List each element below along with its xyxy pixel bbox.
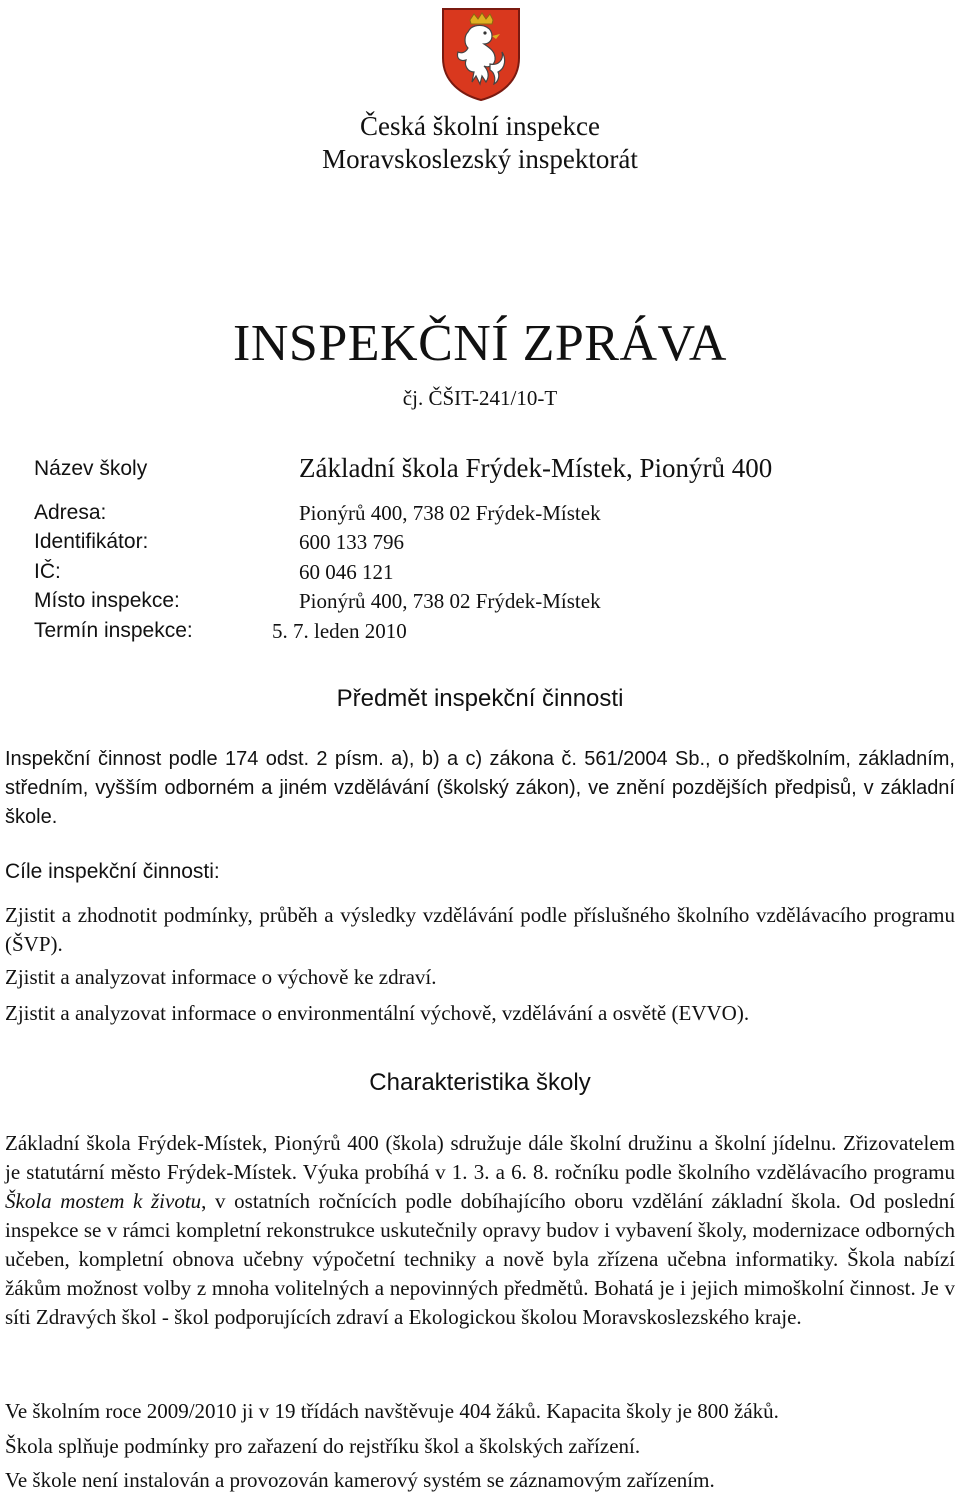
goals-heading: Cíle inspekční činnosti: [5, 860, 220, 883]
info-label: Identifikátor: [34, 530, 149, 554]
info-label: Místo inspekce: [34, 589, 180, 613]
program-name: Škola mostem k životu [5, 1189, 202, 1213]
info-row-address [34, 499, 934, 528]
school-name-value: Základní škola Frýdek-Místek, Pionýrů 400 [299, 453, 773, 483]
characteristics-text: Základní škola Frýdek-Místek, Pionýrů 400 (škola) sdružuje dále školní družinu a školní jídelnu. Zřizovatelem je statutární město Frýdek-Místek. Výuka probíhá v 1. 3. a 6. 8. ročníku podle školního vzdělávacího programu [5, 1131, 955, 1184]
coat-of-arms-icon [440, 6, 522, 102]
reference-number: čj. ČŠIT-241/10-T [402, 386, 558, 410]
subject-text: Inspekční činnost podle 174 odst. 2 písm. a), b) a c) zákona č. 561/2004 Sb., o předškolním, základním, středním, vyšším odborném a jiném vzdělávání (školský zákon), ve znění pozdějších předpisů, v základní škole. [5, 748, 955, 828]
goal-item: Zjistit a analyzovat informace o výchově ke zdraví. [5, 965, 437, 989]
info-label: Termín inspekce: [34, 618, 193, 642]
info-value: 5. 7. leden 2010 [272, 618, 407, 643]
camera-paragraph: Ve škole není instalován a provozován kamerový systém se záznamovým zařízením. [5, 1468, 715, 1492]
info-value: Pionýrů 400, 738 02 Frýdek-Místek [299, 589, 601, 614]
school-name-row [34, 452, 934, 488]
school-info-table [34, 499, 934, 646]
characteristics-paragraph [5, 1129, 955, 1332]
info-row-inspection-place [34, 587, 934, 616]
document-title: INSPEKČNÍ ZPRÁVA [233, 315, 727, 372]
characteristics-heading: Charakteristika školy [369, 1069, 591, 1096]
subject-heading: Předmět inspekční činnosti [336, 685, 624, 712]
info-value: 60 046 121 [299, 559, 394, 584]
characteristics-text: , v ostatních ročnících podle dobíhajícího oboru vzdělání základní škola. Od poslední inspekce se v rámci kompletní rekonstrukce uskutečnily opravy budov i vybavení školy, modernizace odborných učeben, kompletní obnova učebny výpočetní techniky a nově byla zřízena učebna informatiky. Škola nabízí žákům možnost volby z mnoha volitelných a nepovinných předmětů. Bohatá je i jejich mimoškolní činnost. Je v síti Zdravých škol - škol podporujících zdraví a Ekologickou školou Moravskoslezského kraje. [5, 1189, 955, 1329]
info-value: Pionýrů 400, 738 02 Frýdek-Místek [299, 501, 601, 525]
info-row-ico [34, 558, 934, 587]
info-label: Adresa: [34, 501, 107, 524]
info-label: IČ: [34, 559, 61, 583]
goal-item: Zjistit a analyzovat informace o environmentální výchově, vzdělávání a osvětě (EVVO). [5, 1001, 750, 1025]
pupils-paragraph: Ve školním roce 2009/2010 ji v 19 třídách navštěvuje 404 žáků. Kapacita školy je 800 žáků. [5, 1399, 779, 1423]
info-row-inspection-date [34, 617, 934, 646]
school-name-label: Název školy [34, 457, 148, 480]
info-value: 600 133 796 [299, 530, 404, 555]
org-name: Česká školní inspekce [360, 111, 600, 141]
info-row-identifier [34, 528, 934, 557]
register-paragraph: Škola splňuje podmínky pro zařazení do rejstříku škol a školských zařízení. [5, 1434, 641, 1458]
goal-item: Zjistit a zhodnotit podmínky, průběh a výsledky vzdělávání podle příslušného školního vzdělávacího programu (ŠVP). [5, 903, 955, 956]
org-department: Moravskoslezský inspektorát [322, 144, 638, 174]
